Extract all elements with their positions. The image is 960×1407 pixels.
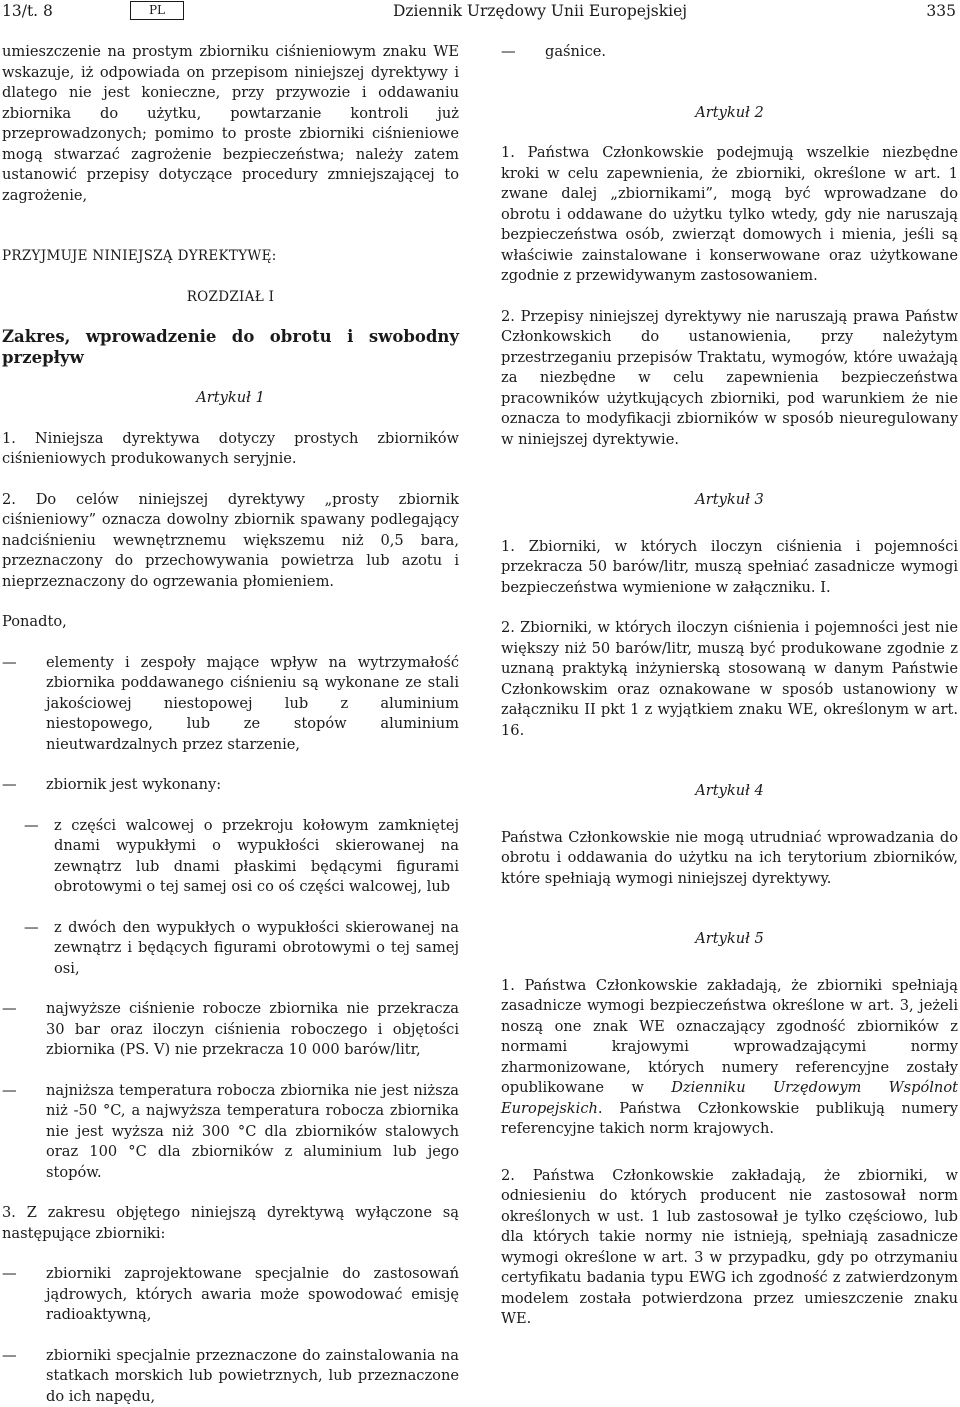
list-item-text: elementy i zespoły mające wpływ na wytrzymałość zbiornika poddawanego ciśnieniu są wykonane ze stali jakościowej niestopowej lub z aluminium niestopowego, lub ze stopów aluminium nieutwardzalnych przez starzenie,: [46, 653, 459, 756]
list-item: [2, 999, 459, 1061]
dash-mark: —: [2, 999, 46, 1061]
article-2-paragraph-1: 1. Państwa Członkowskie podejmują wszelkie niezbędne kroki w celu zapewnienia, że zbiorniki, określone w art. 1 zwane dalej „zbiornikami”, mogą być wprowadzane do obrotu i oddawane do użytku tylko wtedy, gdy nie naruszają bezpieczeństwa osób, zwierząt domowych i mienia, jeśli są właściwie zainstalowane i konserwowane oraz użytkowane zgodnie z przewidywanym zastosowaniem.: [501, 143, 958, 287]
dash-mark: —: [2, 1264, 46, 1326]
dash-mark: —: [24, 918, 54, 980]
dash-mark: —: [2, 1346, 46, 1407]
list-item: [2, 1346, 459, 1407]
page-reference: 13/t. 8: [2, 0, 53, 22]
list-item-text: najniższa temperatura robocza zbiornika nie jest niższa niż -50 °C, a najwyższa temperatura robocza zbiornika nie jest wyższa niż 300 °C dla zbiorników stalowych oraz 100 °C dla zbiorników z aluminium lub jego stopów.: [46, 1081, 459, 1184]
recital-paragraph: umieszczenie na prostym zbiorniku ciśnieniowym znaku WE wskazuje, iż odpowiada on przepisom niniejszej dyrektywy i dlatego nie jest konieczne, przy przywozie i oddawaniu zbiornika do użytku, powtarzanie kontroli już przeprowadzonych; pomimo to proste zbiorniki ciśnieniowe mogą stwarzać zagrożenie bezpieczeństwa; należy zatem ustanowić przepisy dotyczące procedury zmniejszającej to zagrożenie,: [2, 42, 459, 206]
chapter-title: Zakres, wprowadzenie do obrotu i swobodny przepływ: [2, 327, 459, 368]
list-item: [2, 1081, 459, 1184]
article-5-paragraph-2: 2. Państwa Członkowskie zakładają, że zbiorniki, w odniesieniu do których producent nie zastosował norm określonych w ust. 1 lub zastosował je tylko częściowo, lub dla których takie normy nie istnieją, spełniają zasadnicze wymogi określone w art. 3 w przypadku, gdy po otrzymaniu certyfikatu badania typu EWG ich zgodność z zatwierdzonym modelem została potwierdzona przez umieszczenie znaku WE.: [501, 1166, 958, 1330]
list-item: [2, 653, 459, 756]
article-5-paragraph-1: [501, 976, 958, 1140]
sub-list-item-text: z części walcowej o przekroju kołowym zamkniętej dnami wypukłymi o wypukłości skierowanej na zewnątrz lub dnami płaskimi będącymi figurami obrotowymi o tej samej osi co oś części walcowej, lub: [54, 816, 459, 898]
ponadto-text: Ponadto,: [2, 612, 459, 633]
article-1-paragraph-2: 2. Do celów niniejszej dyrektywy „prosty zbiornik ciśnieniowy” oznacza dowolny zbiornik spawany podlegający nadciśnieniu wewnętrznemu większemu niż 0,5 bara, przeznaczony do przechowywania powietrza lub azotu i nieprzeznaczony do ogrzewania płomieniem.: [2, 490, 459, 593]
sub-list-item: [24, 816, 459, 898]
list-item-text: zbiorniki zaprojektowane specjalnie do zastosowań jądrowych, których awaria może spowodować emisję radioaktywną,: [46, 1264, 459, 1326]
list-item-text: najwyższe ciśnienie robocze zbiornika nie przekracza 30 bar oraz iloczyn ciśnienia roboczego i objętości zbiornika (PS. V) nie przekracza 10 000 barów/litr,: [46, 999, 459, 1061]
article-3-paragraph-2: 2. Zbiorniki, w których iloczyn ciśnienia i pojemności jest nie większy niż 50 barów/litr, muszą być produkowane zgodnie z uznaną praktyką inżynierską stosowaną w danym Państwie Członkowskim oraz oznakowane w sposób ustanowiony w załączniku II pkt 1 z wyjątkiem znaku WE, określonym w art. 16.: [501, 618, 958, 741]
article-3-paragraph-1: 1. Zbiorniki, w których iloczyn ciśnienia i pojemności przekracza 50 barów/litr, muszą spełniać zasadnicze wymogi bezpieczeństwa wymienione w załączniku. I.: [501, 537, 958, 599]
list-item: [2, 1264, 459, 1326]
dash-mark: —: [2, 653, 46, 756]
article-1-paragraph-3: 3. Z zakresu objętego niniejszą dyrektywą wyłączone są następujące zbiorniki:: [2, 1203, 459, 1244]
dash-mark: —: [2, 1081, 46, 1184]
article-5-paragraph-1-part-b: . Państwa Członkowskie publikują numery referencyjne takich norm krajowych.: [501, 1100, 958, 1138]
sub-list-item-text: z dwóch den wypukłych o wypukłości skierowanej na zewnątrz i będących figurami obrotowymi o tej samej osi,: [54, 918, 459, 980]
article-1-paragraph-1: 1. Niniejsza dyrektywa dotyczy prostych zbiorników ciśnieniowych produkowanych seryjnie.: [2, 429, 459, 470]
right-column: [501, 42, 958, 1330]
article-3-title: Artykuł 3: [501, 490, 958, 511]
page-header: [0, 0, 960, 28]
list-item: [501, 42, 958, 63]
article-5-paragraph-1-part-a: 1. Państwa Członkowskie zakładają, że zbiorniki spełniają zasadnicze wymogi bezpieczeństwa określone w art. 3, jeżeli noszą one znak WE oznaczający zgodność zbiorników z normami krajowymi wprowadzającymi normy zharmonizowane, których numery referencyjne zostały opublikowane w: [501, 977, 958, 1097]
dash-mark: —: [24, 816, 54, 898]
article-4-title: Artykuł 4: [501, 781, 958, 802]
left-column: [2, 42, 459, 1407]
article-5-title: Artykuł 5: [501, 929, 958, 950]
dash-mark: —: [501, 42, 545, 63]
list-item-text: zbiorniki specjalnie przeznaczone do zainstalowania na statkach morskich lub powietrznych, lub przeznaczone do ich napędu,: [46, 1346, 459, 1407]
chapter-number: ROZDZIAŁ I: [2, 287, 459, 308]
article-2-title: Artykuł 2: [501, 103, 958, 124]
dash-mark: —: [2, 775, 46, 796]
article-2-paragraph-2: 2. Przepisy niniejszej dyrektywy nie naruszają prawa Państw Członkowskich do ustanowienia, przy należytym przestrzeganiu przepisów Traktatu, wymogów, które uważają za niezbędne w celu zapewnienia bezpieczeństwa pracowników użytkujących zbiorniki, pod warunkiem że nie oznacza to modyfikacji zbiorników w sposób nieuregulowany w niniejszej dyrektywie.: [501, 307, 958, 451]
list-item: [2, 775, 459, 796]
page-number: 335: [926, 0, 956, 22]
language-box: PL: [130, 1, 184, 20]
list-item-text: zbiornik jest wykonany:: [46, 775, 459, 796]
journal-title: Dziennik Urzędowy Unii Europejskiej: [340, 0, 740, 22]
adoption-formula: PRZYJMUJE NINIEJSZĄ DYREKTYWĘ:: [2, 246, 459, 267]
article-1-title: Artykuł 1: [2, 388, 459, 409]
list-item-text: gaśnice.: [545, 42, 958, 63]
article-4-paragraph: Państwa Członkowskie nie mogą utrudniać wprowadzania do obrotu i oddawania do użytku na ich terytorium zbiorników, które spełniają wymogi niniejszej dyrektywy.: [501, 828, 958, 890]
sub-list-item: [24, 918, 459, 980]
journal-reference: Dzienniku Urzędowym Wspólnot Europejskich: [501, 1079, 958, 1117]
